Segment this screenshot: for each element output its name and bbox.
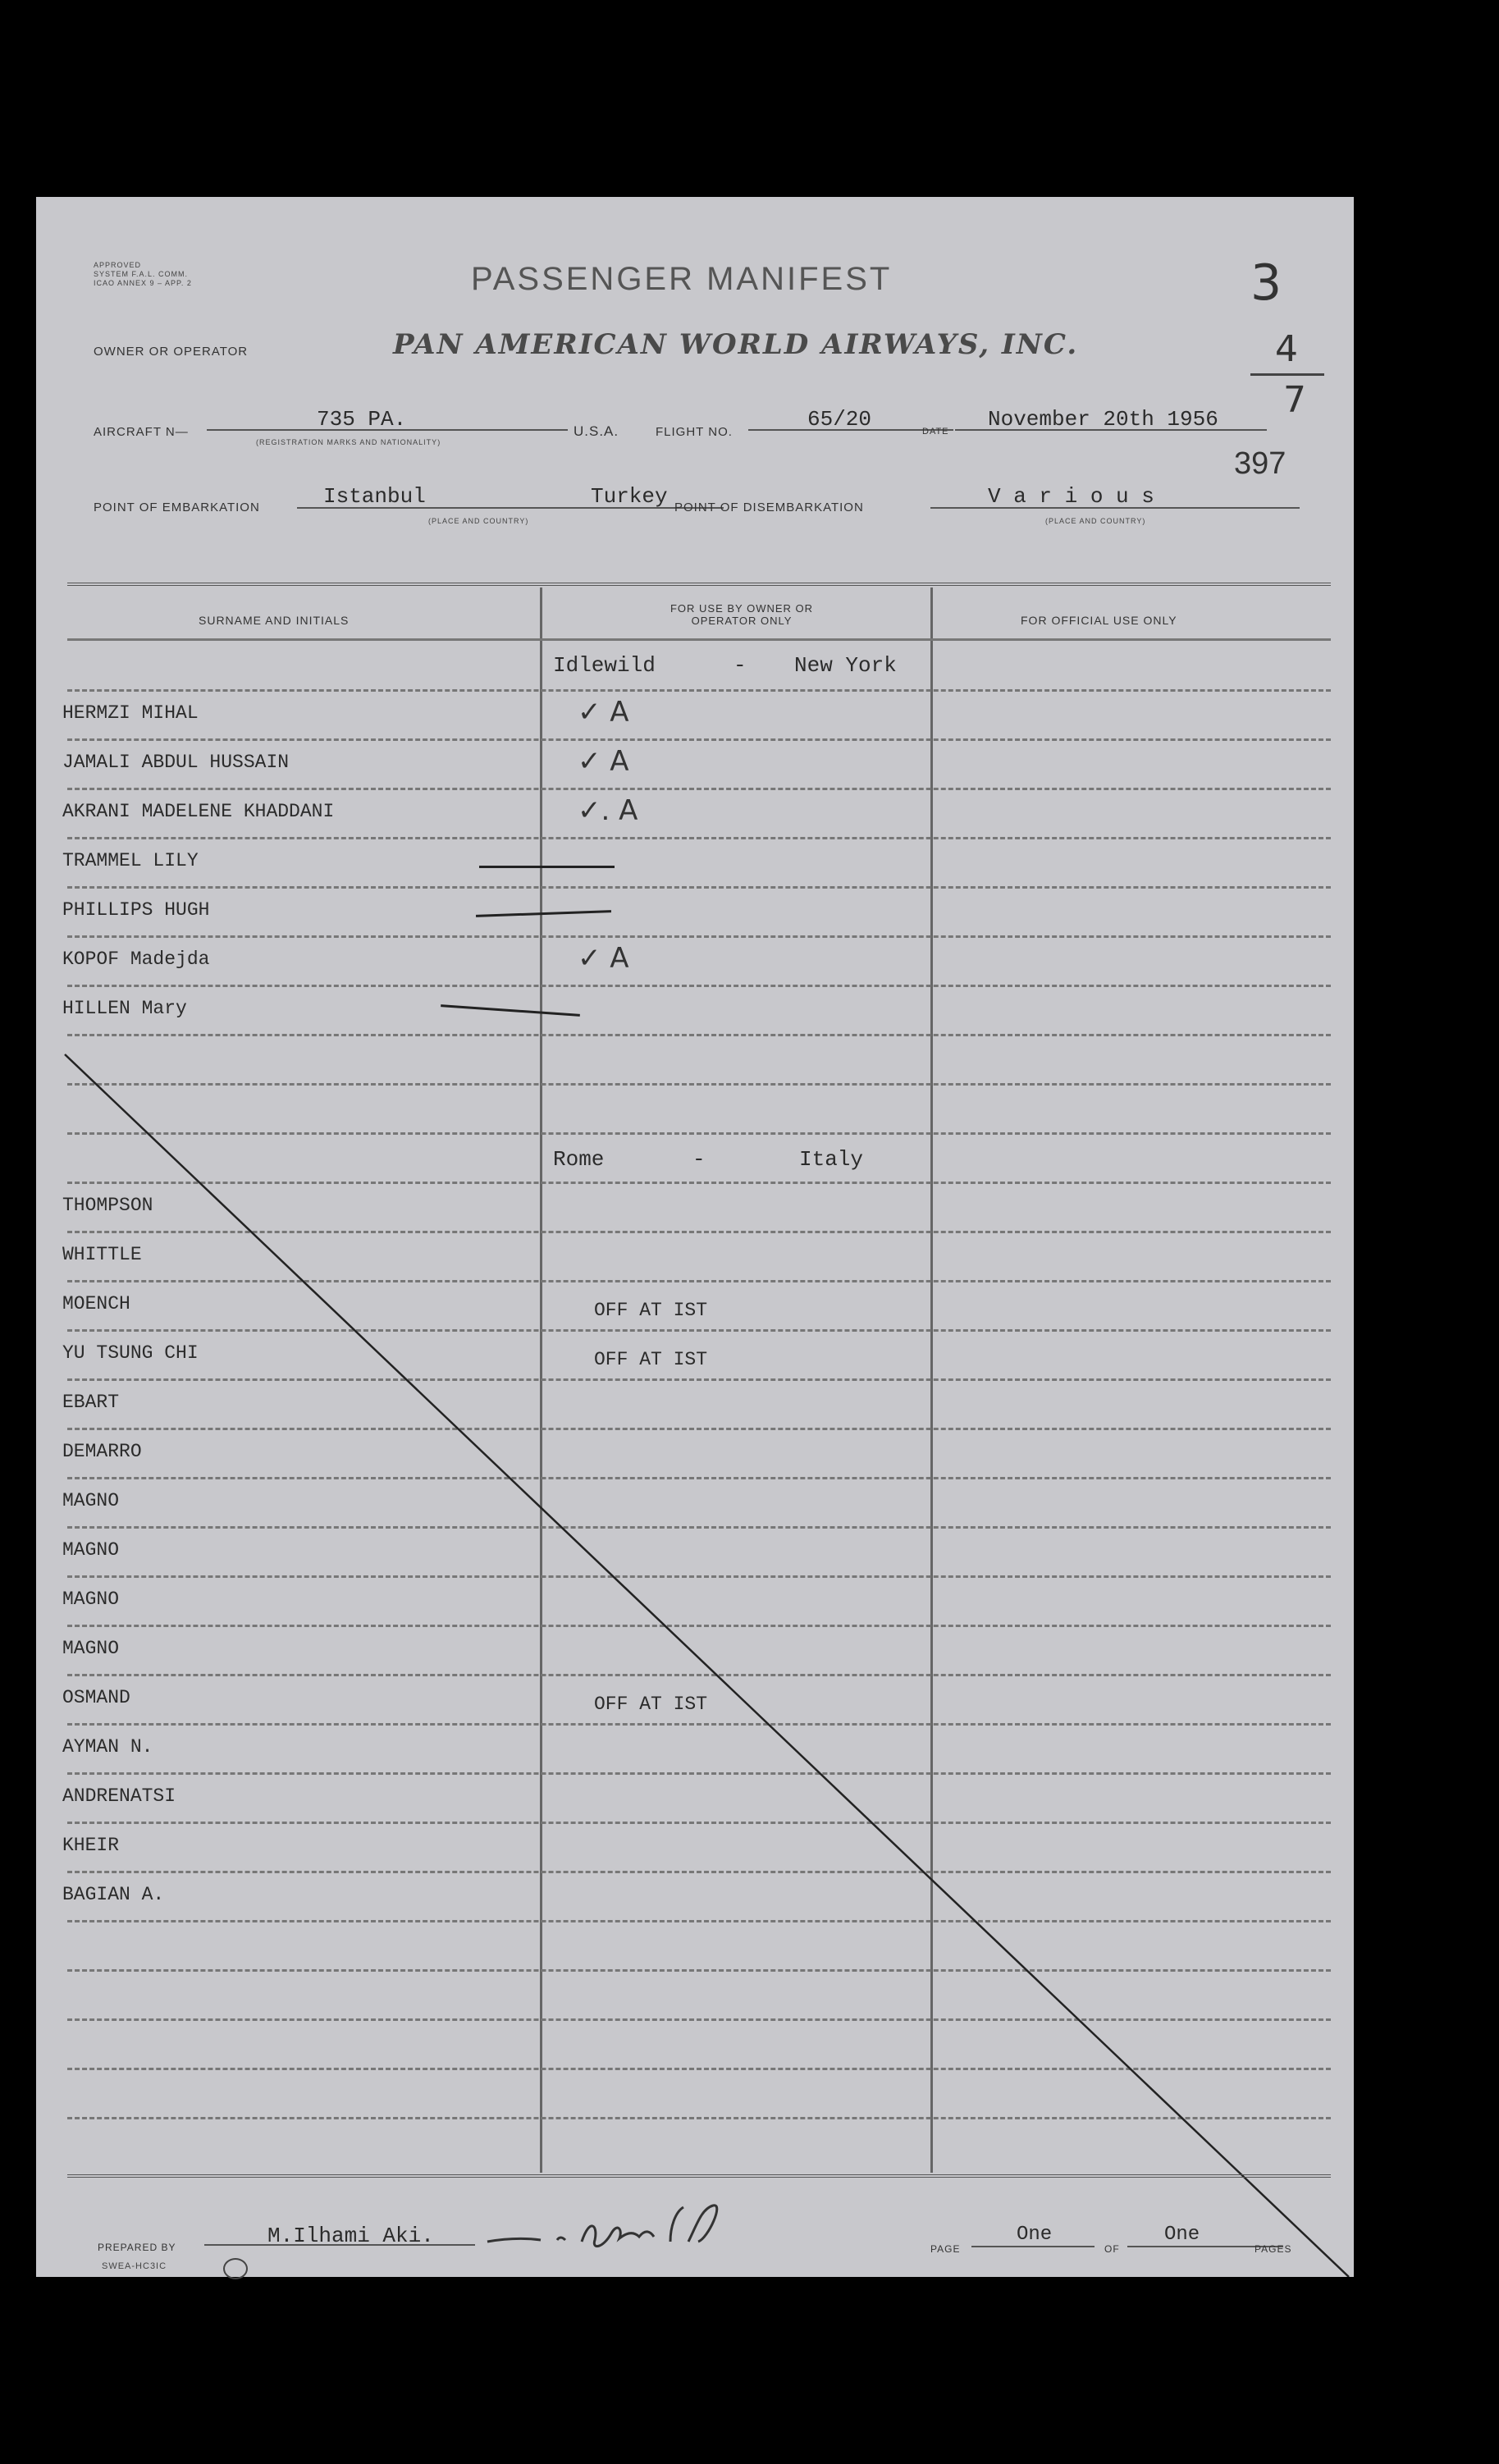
verification-mark: ✓ A <box>578 696 629 729</box>
prepared-label: PREPARED BY <box>98 2242 176 2253</box>
column-header-surname: SURNAME AND INITIALS <box>199 614 350 627</box>
status-note: OFF AT IST <box>594 1349 708 1370</box>
passenger-name: OSMAND <box>62 1687 130 1708</box>
fraction-top: 4 <box>1275 328 1298 370</box>
passenger-name: KOPOF Madejda <box>62 949 210 970</box>
passenger-name: THOMPSON <box>62 1195 153 1216</box>
aircraft-label: AIRCRAFT N— <box>94 425 189 439</box>
column-header-owner-use: FOR USE BY OWNER OR OPERATOR ONLY <box>670 602 814 627</box>
passenger-name: MAGNO <box>62 1589 120 1610</box>
passenger-name: MAGNO <box>62 1539 120 1561</box>
passenger-name: AYMAN N. <box>62 1736 153 1758</box>
signature <box>483 2199 795 2256</box>
passenger-name: TRAMMEL LILY <box>62 850 199 871</box>
passenger-name: YU TSUNG CHI <box>62 1342 199 1364</box>
of-value: One <box>1164 2224 1200 2246</box>
passenger-name: PHILLIPS HUGH <box>62 899 210 921</box>
usa-label: U.S.A. <box>574 423 619 439</box>
passenger-name: JAMALI ABDUL HUSSAIN <box>62 752 290 773</box>
page-value: One <box>1017 2224 1053 2246</box>
passenger-name: DEMARRO <box>62 1441 142 1462</box>
flight-label: FLIGHT NO. <box>656 425 733 439</box>
aircraft-value: 735 PA. <box>317 407 407 432</box>
embark-country: Turkey <box>591 484 668 509</box>
passenger-name: WHITTLE <box>62 1244 142 1265</box>
of-label: OF <box>1104 2243 1120 2255</box>
manifest-page <box>36 197 1354 2277</box>
page-title: PASSENGER MANIFEST <box>471 261 893 297</box>
place-note-embark: (PLACE AND COUNTRY) <box>428 517 529 525</box>
date-value: November 20th 1956 <box>988 407 1218 432</box>
route-from-idlewild: Idlewild <box>553 653 656 678</box>
date-label: DATE <box>922 427 949 437</box>
fraction-bottom: 7 <box>1283 379 1306 421</box>
disembark-value: V a r i o u s <box>988 484 1154 509</box>
prepared-value: M.Ilhami Aki. <box>267 2224 434 2248</box>
passenger-name: MAGNO <box>62 1490 120 1511</box>
verification-mark: ✓ A <box>578 942 629 975</box>
union-bug-icon <box>223 2258 248 2279</box>
flight-value: 65/20 <box>807 407 872 432</box>
passenger-name: KHEIR <box>62 1835 120 1856</box>
verification-mark: ✓ A <box>578 745 629 778</box>
pages-label: PAGES <box>1254 2243 1292 2255</box>
owner-value: PAN AMERICAN WORLD AIRWAYS, INC. <box>393 328 1079 361</box>
registration-note: (REGISTRATION MARKS AND NATIONALITY) <box>256 438 441 446</box>
passenger-name: ANDRENATSI <box>62 1785 176 1807</box>
route-dash-1: - <box>734 653 747 678</box>
page-label: PAGE <box>930 2243 961 2255</box>
corner-number: 3 <box>1250 254 1282 312</box>
approval-note: APPROVED SYSTEM F.A.L. COMM. ICAO ANNEX 9 – APP. 2 <box>94 261 192 287</box>
place-note-disembark: (PLACE AND COUNTRY) <box>1045 517 1146 525</box>
passenger-name: BAGIAN A. <box>62 1884 165 1905</box>
route-from-rome: Rome <box>553 1147 605 1172</box>
cancellation-line <box>36 197 1354 2277</box>
passenger-name: HERMZI MIHAL <box>62 702 199 724</box>
passenger-name: MOENCH <box>62 1293 130 1314</box>
route-dash-2: - <box>692 1147 706 1172</box>
status-note: OFF AT IST <box>594 1694 708 1715</box>
verification-mark: ✓. A <box>578 794 638 827</box>
passenger-name: EBART <box>62 1392 120 1413</box>
owner-label: OWNER OR OPERATOR <box>94 345 249 359</box>
status-note: OFF AT IST <box>594 1300 708 1321</box>
route-to-italy: Italy <box>799 1147 864 1172</box>
route-to-newyork: New York <box>794 653 897 678</box>
passenger-name: HILLEN Mary <box>62 998 187 1019</box>
embark-label: POINT OF EMBARKATION <box>94 501 260 514</box>
form-code: SWEA-HC3IC <box>102 2261 167 2271</box>
passenger-name: MAGNO <box>62 1638 120 1659</box>
passenger-name: AKRANI MADELENE KHADDANI <box>62 801 335 822</box>
stamp-number: 397 <box>1234 446 1286 481</box>
embark-city: Istanbul <box>323 484 426 509</box>
column-header-official-use: FOR OFFICIAL USE ONLY <box>1021 614 1177 627</box>
disembark-label: POINT OF DISEMBARKATION <box>674 501 864 514</box>
